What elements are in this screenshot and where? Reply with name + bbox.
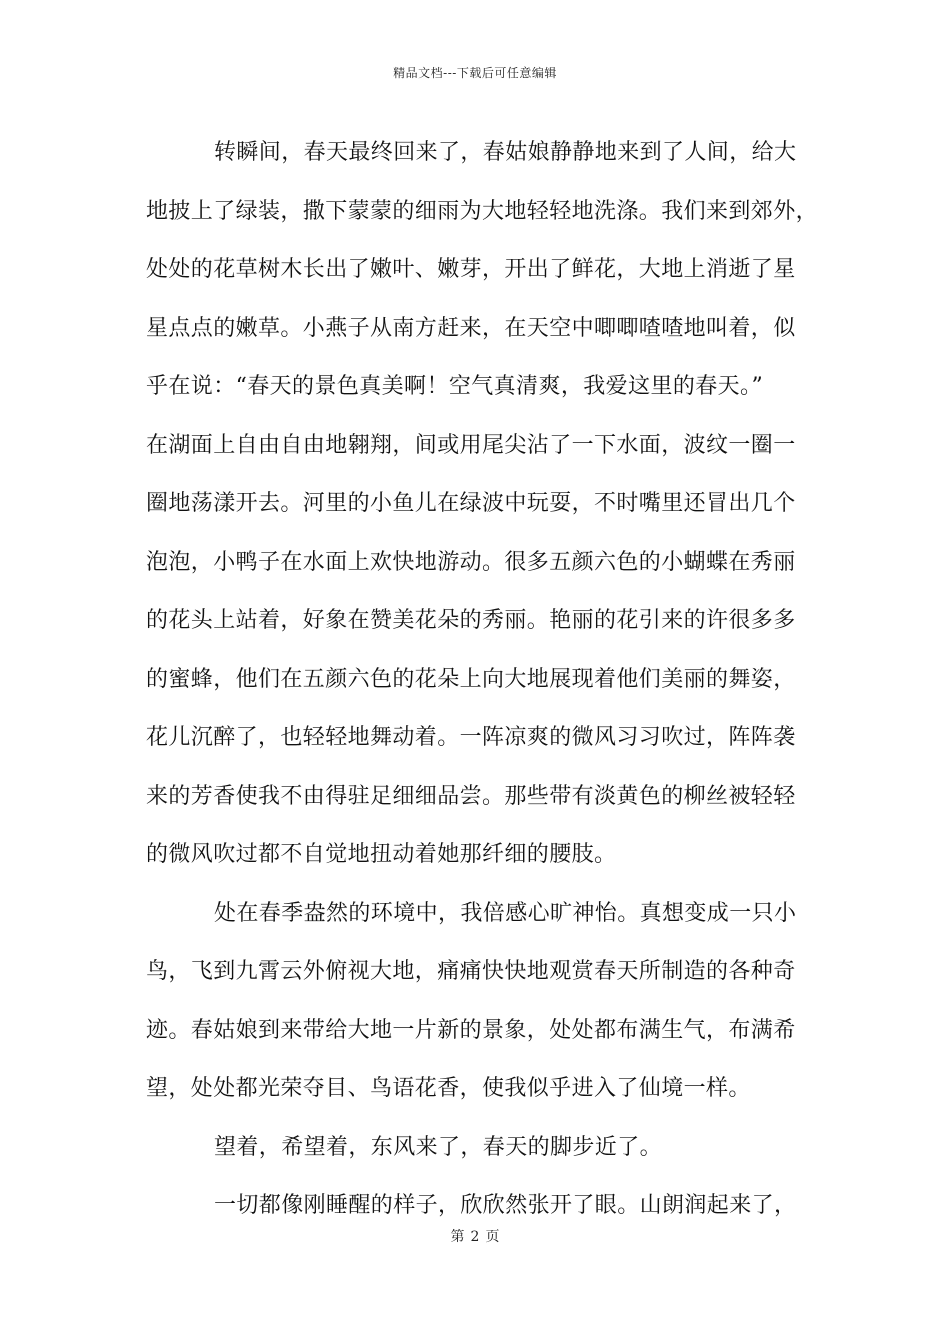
text-line: 迹。春姑娘到来带给大地一片新的景象，处处都布满生气，布满希 [146, 1017, 796, 1043]
text-line: 处在春季盎然的环境中，我倍感心旷神怡。真想变成一只小 [214, 900, 797, 926]
paragraph [146, 124, 836, 885]
page-header: 精品文档---下载后可任意编辑 [393, 66, 557, 80]
paragraph [146, 885, 836, 1119]
page-footer [0, 1226, 950, 1246]
text-line: 乎在说：“春天的景色真美啊！空气真清爽，我爱这里的春天。” [146, 374, 764, 399]
text-line: 望，处处都光荣夺目、鸟语花香，使我似乎进入了仙境一样。 [146, 1076, 751, 1101]
text-line: 地披上了绿装，撒下蒙蒙的细雨为大地轻轻地洗涤。我们来到郊外， [146, 198, 819, 224]
text-line: 转瞬间，春天最终回来了，春姑娘静静地来到了人间，给大 [214, 140, 797, 165]
text-line: 鸟，飞到九霄云外俯视大地，痛痛快快地观赏春天所制造的各种奇 [146, 959, 796, 984]
page-number-prefix: 第 [450, 1229, 465, 1245]
text-line: 来的芳香使我不由得驻足细细品尝。那些带有淡黄色的柳丝被轻轻 [146, 783, 796, 809]
text-line: 一切都像刚睡醒的样子，欣欣然张开了眼。山朗润起来了， [214, 1193, 797, 1218]
paragraph [146, 1119, 836, 1178]
text-line: 的花头上站着，好象在赞美花朵的秀丽。艳丽的花引来的许很多多 [146, 608, 796, 633]
text-line: 泡泡，小鸭子在水面上欢快地游动。很多五颜六色的小蝴蝶在秀丽 [146, 549, 796, 575]
page-number: 2 [470, 1229, 480, 1245]
text-line: 在湖面上自由自由地翱翔，间或用尾尖沾了一下水面，波纹一圈一 [146, 432, 796, 458]
text-line: 望着，希望着，东风来了，春天的脚步近了。 [214, 1134, 663, 1160]
page-number-suffix: 页 [485, 1229, 500, 1245]
text-line: 处处的花草树木长出了嫩叶、嫩芽，开出了鲜花，大地上消逝了星 [146, 257, 796, 282]
text-line: 的微风吹过都不自觉地扭动着她那纤细的腰肢。 [146, 842, 617, 867]
document-body [146, 124, 836, 1236]
text-line: 圈地荡漾开去。河里的小鱼儿在绿波中玩耍，不时嘴里还冒出几个 [146, 491, 796, 516]
text-line: 星点点的嫩草。小燕子从南方赶来，在天空中唧唧喳喳地叫着，似 [146, 315, 796, 341]
text-line: 的蜜蜂，他们在五颜六色的花朵上向大地展现着他们美丽的舞姿， [146, 666, 796, 692]
text-line: 花儿沉醉了，也轻轻地舞动着。一阵凉爽的微风习习吹过，阵阵袭 [146, 725, 796, 750]
